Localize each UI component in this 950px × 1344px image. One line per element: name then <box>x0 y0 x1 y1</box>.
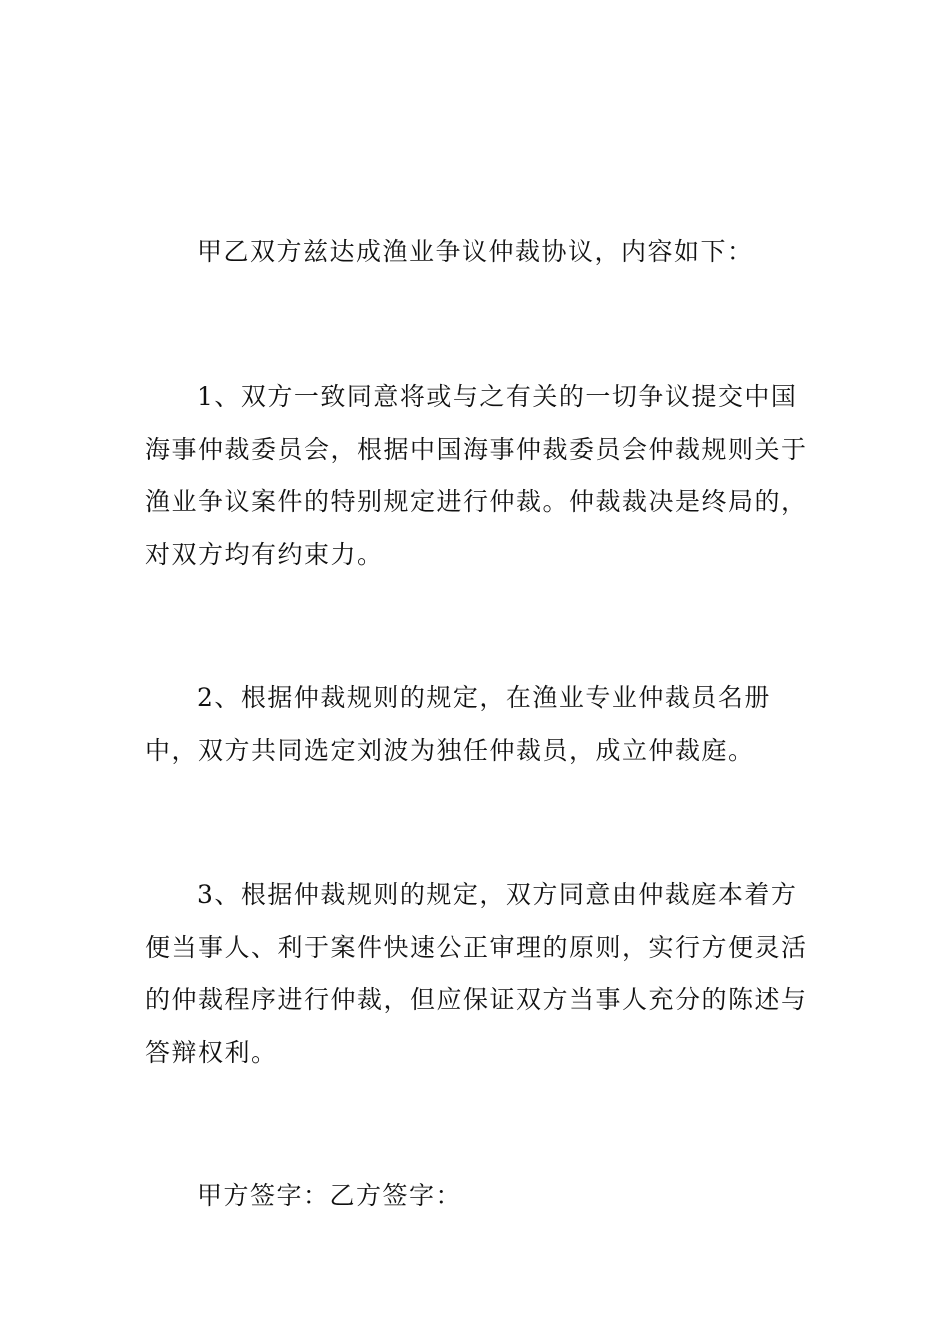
intro-paragraph: 甲乙双方兹达成渔业争议仲裁协议，内容如下： <box>197 237 754 266</box>
clause-2-paragraph: 2、根据仲裁规则的规定，在渔业专业仲裁员名册中，双方共同选定刘波为独任仲裁员，成立仲裁庭。 <box>145 683 771 765</box>
clause-1-paragraph: 1、双方一致同意将或与之有关的一切争议提交中国海事仲裁委员会，根据中国海事仲裁委员会仲裁规则关于渔业争议案件的特别规定进行仲裁。仲裁裁决是终局的，对双方均有约束力。 <box>145 382 808 569</box>
clause-3-paragraph: 3、根据仲裁规则的规定，双方同意由仲裁庭本着方便当事人、利于案件快速公正审理的原则，实行方便灵活的仲裁程序进行仲裁，但应保证双方当事人充分的陈述与答辩权利。 <box>145 880 808 1067</box>
signature-line: 甲方签字：乙方签字： <box>197 1181 463 1210</box>
